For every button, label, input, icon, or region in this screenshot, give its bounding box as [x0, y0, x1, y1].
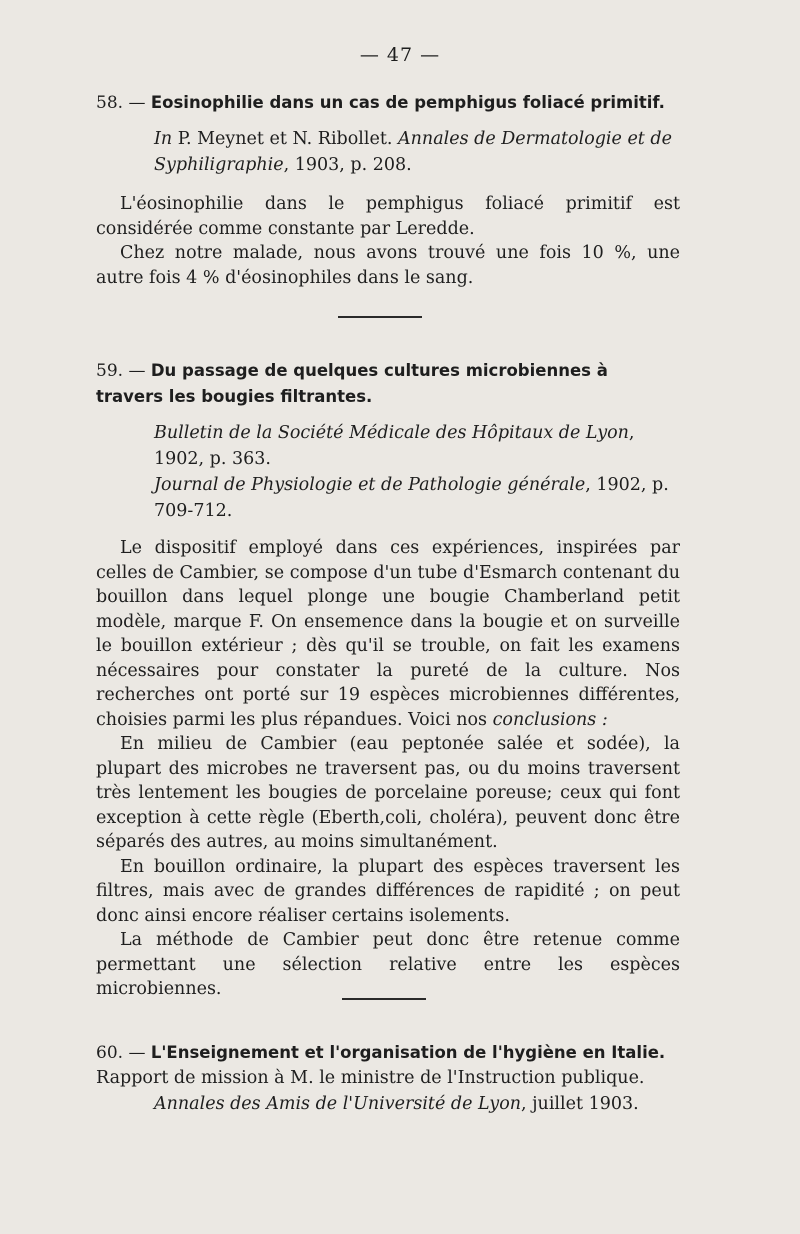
entry-number: 60. — [96, 1043, 146, 1063]
entry-59-heading [96, 358, 680, 410]
paragraph: En bouillon ordinaire, la plupart des espèces traversent les filtres, mais avec de grandes différences de rapidité ; on peut donc ainsi encore réaliser certains isolements. [96, 856, 680, 926]
entry-60-heading [96, 1040, 680, 1091]
paragraph [96, 536, 680, 732]
entry-58-reference [154, 126, 680, 178]
entry-59-body [96, 536, 680, 1002]
paragraph: Chez notre malade, nous avons trouvé une fois 10 %, une autre fois 4 % d'éosinophiles dans le sang. [96, 243, 680, 288]
entry-59-reference-1 [154, 420, 680, 472]
entry-58-body [96, 192, 680, 290]
section-divider [342, 998, 426, 1000]
paragraph: En milieu de Cambier (eau peptonée salée et sodée), la plupart des microbes ne traversent pas, ou du moins traversent très lentement les bougies de porcelaine poreuse; ceux qui font exception à cette règle (Eberth,coli, choléra), peuvent donc être séparés des autres, au moins simultanément. [96, 734, 680, 852]
entry-title-tail: Rapport de mission à M. le ministre de l'Instruction publique. [96, 1068, 645, 1088]
paragraph-text: Le dispositif employé dans ces expériences, inspirées par celles de Cambier, se compose d'un tube d'Esmarch contenant du bouillon dans lequel plonge une bougie Chamberland petit modèle, marque F. On ensemence dans la bougie et on surveille le bouillon extérieur ; dès qu'il se trouble, on fait les examens nécessaires pour constater la pureté de la culture. Nos recherches ont porté sur 19 espèces microbiennes différentes, choisies parmi les plus répandues. Voici nos [96, 538, 680, 730]
paragraph: L'éosinophilie dans le pemphigus foliacé primitif est considérée comme constante par Leredde. [96, 194, 680, 239]
page-number: — 47 — [359, 44, 441, 66]
ref-journal: Annales des Amis de l'Université de Lyon [154, 1094, 521, 1114]
entry-59 [96, 358, 680, 1002]
ref-journal: Journal de Physiologie et de Pathologie générale [154, 475, 586, 495]
section-divider [338, 316, 422, 318]
entry-60-reference [154, 1091, 680, 1117]
ref-details: , juillet 1903. [521, 1094, 639, 1114]
entry-58-heading [96, 90, 680, 116]
entry-number: 58. — [96, 93, 146, 113]
entry-59-reference-2 [154, 472, 680, 524]
entry-number: 59. — [96, 361, 146, 381]
ref-details: , 1902, p. 709-712. [154, 475, 669, 521]
entry-title: Du passage de quelques cultures microbiennes à travers les bougies filtrantes. [96, 361, 608, 406]
conclusions-label: conclusions : [492, 709, 608, 730]
entry-title: L'Enseignement et l'organisation de l'hygiène en Italie. [150, 1043, 666, 1062]
entry-58 [96, 90, 680, 290]
paragraph: La méthode de Cambier peut donc être retenue comme permettant une sélection relative entre les espèces microbiennes. [96, 930, 680, 999]
ref-details: , 1903, p. 208. [283, 155, 412, 175]
entry-title: Eosinophilie dans un cas de pemphigus foliacé primitif. [150, 93, 665, 112]
ref-authors: P. Meynet et N. Ribollet. [177, 129, 393, 149]
ref-details: , 1902, p. 363. [154, 423, 635, 469]
entry-60 [96, 1040, 680, 1117]
ref-journal: Annales de Dermatologie et de Syphiligraphie [154, 129, 672, 175]
ref-prefix: In [154, 129, 173, 149]
ref-journal: Bulletin de la Société Médicale des Hôpitaux de Lyon [154, 423, 629, 443]
